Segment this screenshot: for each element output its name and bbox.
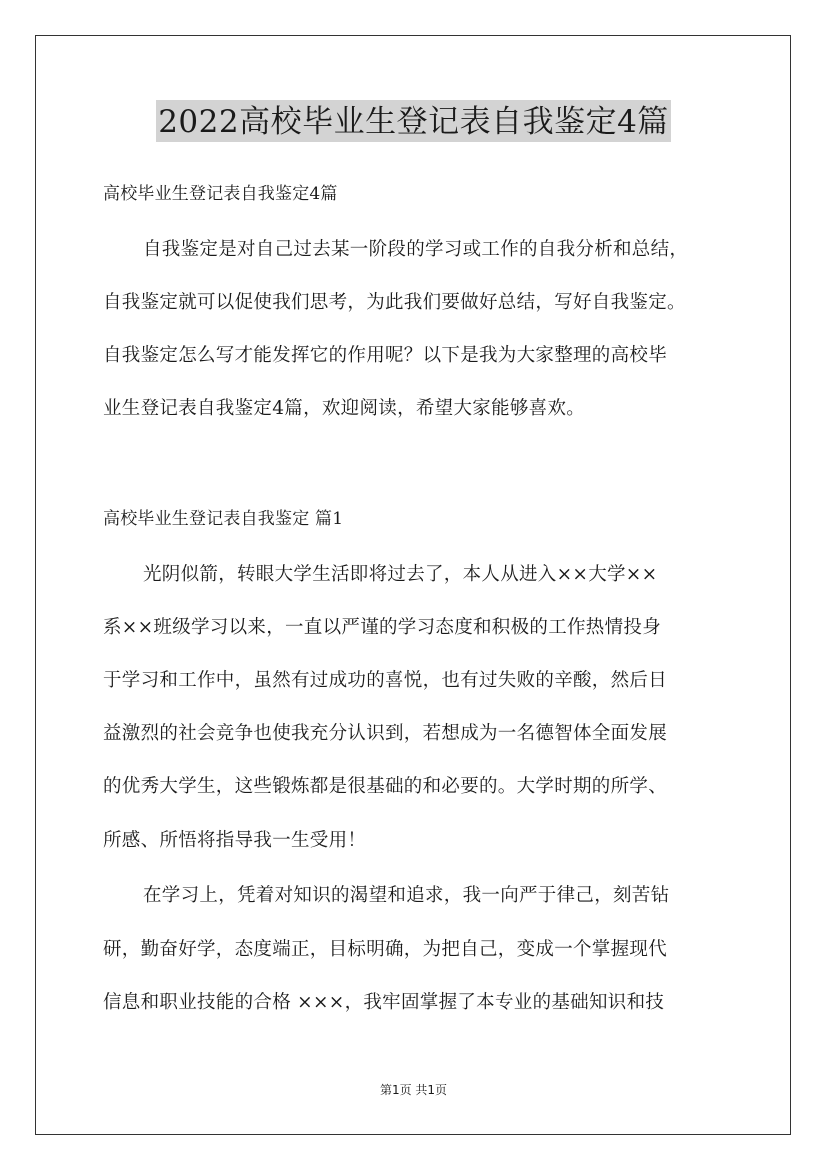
intro-line: 自我鉴定是对自己过去某一阶段的学习或工作的自我分析和总结，	[143, 239, 689, 260]
intro-line: 业生登记表自我鉴定4篇，欢迎阅读，希望大家能够喜欢。	[103, 398, 586, 419]
paragraph-line: 研，勤奋好学，态度端正，目标明确，为把自己，变成一个掌握现代	[103, 939, 668, 960]
page-footer	[0, 1082, 827, 1098]
intro-line: 自我鉴定就可以促使我们思考，为此我们要做好总结，写好自我鉴定。	[103, 292, 686, 313]
paragraph-line: 系××班级学习以来，一直以严谨的学习态度和积极的工作热情投身	[103, 617, 662, 638]
page-number: 第1页 共1页	[379, 1083, 448, 1097]
paragraph-line: 的优秀大学生，这些锻炼都是很基础的和必要的。大学时期的所学、	[103, 776, 668, 797]
paragraph-line: 所感、所悟将指导我一生受用！	[103, 830, 367, 851]
paragraph-line: 益激烈的社会竞争也使我充分认识到，若想成为一名德智体全面发展	[103, 723, 668, 744]
paragraph-line: 信息和职业技能的合格 ×××，我牢固掌握了本专业的基础知识和技	[103, 992, 665, 1013]
paragraph-line: 于学习和工作中，虽然有过成功的喜悦，也有过失败的辛酸，然后日	[103, 670, 668, 691]
paragraph-line: 光阴似箭，转眼大学生活即将过去了，本人从进入××大学××	[143, 564, 658, 585]
document-subtitle: 高校毕业生登记表自我鉴定4篇	[103, 184, 338, 204]
title-area	[0, 100, 827, 142]
document-title: 2022高校毕业生登记表自我鉴定4篇	[156, 100, 671, 142]
intro-line: 自我鉴定怎么写才能发挥它的作用呢？以下是我为大家整理的高校毕	[103, 345, 668, 366]
section-heading: 高校毕业生登记表自我鉴定 篇1	[103, 509, 344, 529]
paragraph-line: 在学习上，凭着对知识的渴望和追求，我一向严于律己，刻苦钻	[143, 885, 670, 906]
